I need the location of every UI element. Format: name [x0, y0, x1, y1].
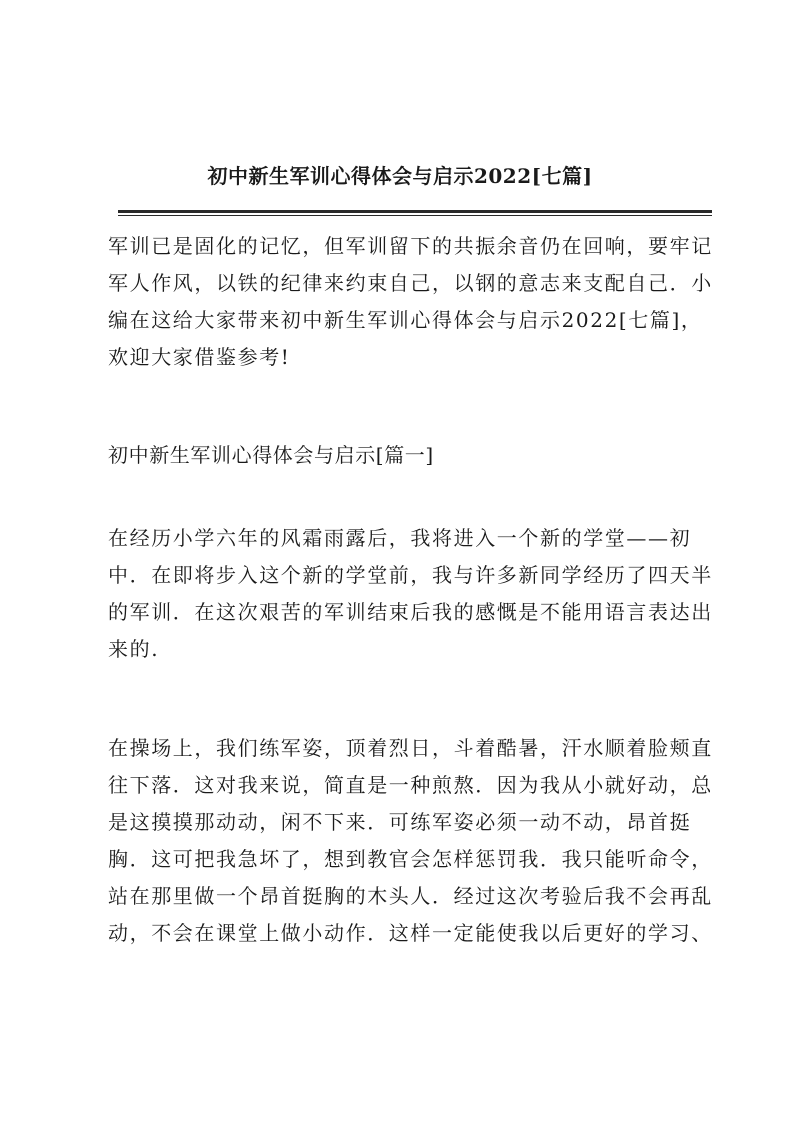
title-divider-thin	[118, 215, 712, 216]
paragraph-two	[108, 730, 718, 952]
intro-line: 欢迎大家借鉴参考!	[108, 345, 291, 369]
section-heading	[108, 437, 718, 474]
intro-line: 编在这给大家带来初中新生军训心得体会与启示2022[七篇]，	[108, 308, 703, 332]
paragraph-line: 的军训．在这次艰苦的军训结束后我的感慨是不能用语言表达出	[108, 600, 713, 624]
title-divider-thick	[118, 210, 712, 213]
paragraph-line: 中．在即将步入这个新的学堂前，我与许多新同学经历了四天半	[108, 563, 713, 587]
paragraph-line: 在经历小学六年的风霜雨露后，我将进入一个新的学堂——初	[108, 526, 692, 550]
paragraph-line: 往下落．这对我来说，简直是一种煎熬．因为我从小就好动，总	[108, 773, 713, 797]
intro-line: 军人作风，以铁的纪律来约束自己，以钢的意志来支配自己．小	[108, 271, 713, 295]
document-title: 初中新生军训心得体会与启示2022[七篇]	[207, 164, 593, 188]
paragraph-line: 胸．这可把我急坏了，想到教官会怎样惩罚我．我只能听命令，	[108, 847, 713, 871]
paragraph-line: 是这摸摸那动动，闲不下来．可练军姿必须一动不动，昂首挺	[108, 810, 692, 834]
intro-line: 军训已是固化的记忆，但军训留下的共振余音仍在回响，要牢记	[108, 234, 713, 258]
section-heading-text: 初中新生军训心得体会与启示[篇一]	[108, 443, 434, 467]
paragraph-line: 动，不会在课堂上做小动作．这样一定能使我以后更好的学习、	[108, 921, 713, 945]
paragraph-line: 站在那里做一个昂首挺胸的木头人．经过这次考验后我不会再乱	[108, 884, 713, 908]
paragraph-line: 来的.	[108, 637, 160, 661]
paragraph-line: 在操场上，我们练军姿，顶着烈日，斗着酷暑，汗水顺着脸颊直	[108, 736, 713, 760]
paragraph-one	[108, 520, 718, 668]
intro-paragraph	[108, 228, 718, 376]
